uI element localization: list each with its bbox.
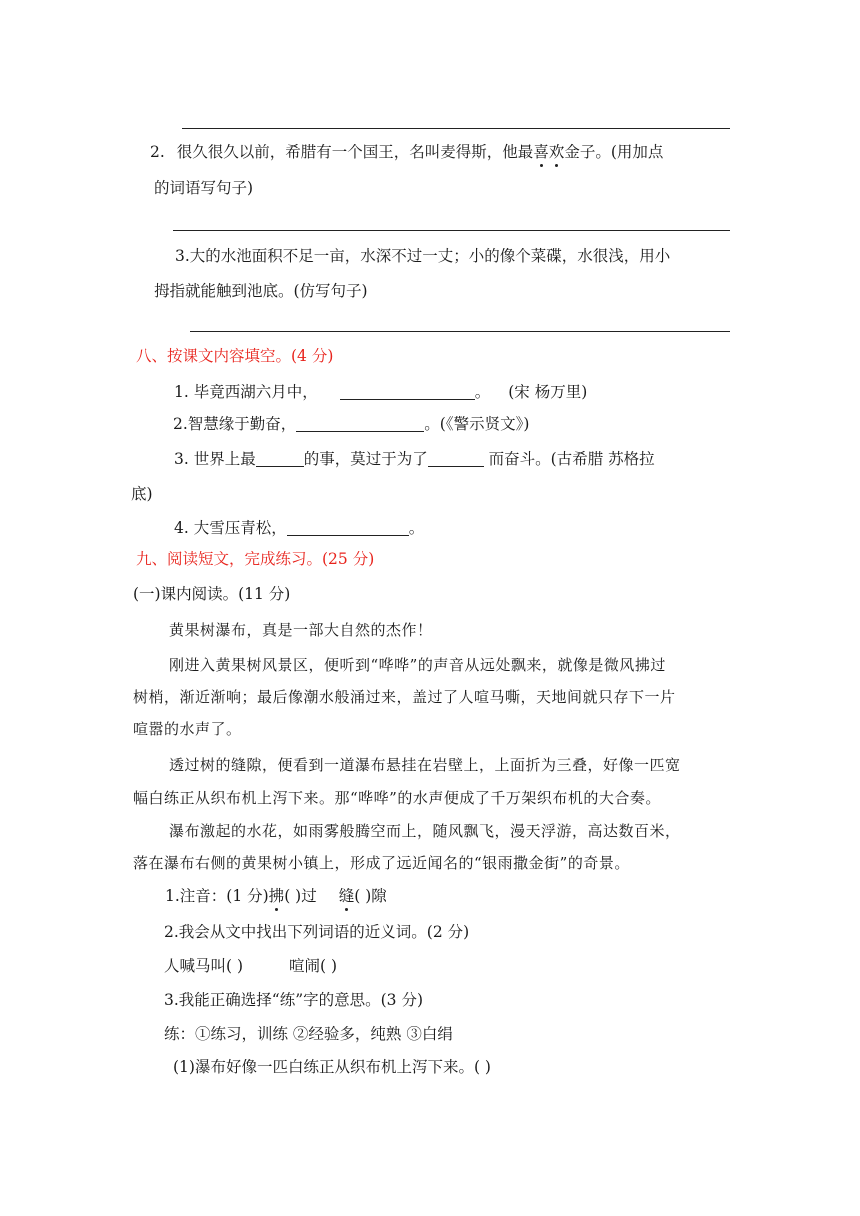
s9-q2-label: 2.我会从文中找出下列词语的近义词。(2 分) [164, 923, 470, 941]
s9-q3-label: 3.我能正确选择“练”字的意思。(3 分) [164, 991, 424, 1009]
passage-line-1: 黄果树瀑布，真是一部大自然的杰作！ [169, 621, 433, 639]
passage-line-4: 喧嚣的水声了。 [133, 720, 242, 738]
passage-line-6: 幅白练正从织布机上泻下来。那“哗哗”的水声便成了千万架织布机的大合奏。 [133, 789, 661, 807]
answer-line-q7-1[interactable] [182, 128, 730, 129]
s8-item3-line2: 底) [131, 485, 153, 503]
q7-item2-post: 金子。(用加点 [564, 143, 664, 161]
s9-q1-label: 1.注音：(1 分) [165, 887, 269, 905]
q7-item2-line1 [150, 142, 663, 162]
s8-item1 [174, 382, 587, 402]
s8-item2-post: 。(《警示贤文》) [424, 415, 530, 433]
s9-q1-slot1[interactable]: ( )过 [284, 887, 317, 905]
s9-q1 [165, 886, 387, 906]
section8-heading: 八、按课文内容填空。(4 分) [136, 347, 334, 365]
q7-item2-pre: 很久很久以前，希腊有一个国王，名叫麦得斯，他最 [176, 143, 534, 161]
s8-item4 [174, 518, 424, 538]
answer-line-q7-2[interactable] [173, 230, 730, 231]
s8-item3-line1 [174, 449, 655, 469]
s9-q3-options: 练：①练习，训练 ②经验多，纯熟 ③白绢 [164, 1025, 453, 1043]
s8-item2 [173, 414, 529, 434]
blank-s8-2[interactable] [296, 416, 424, 432]
s8-item1-post: 。 [474, 383, 491, 401]
s9-q2-words [164, 956, 337, 976]
s9-q3-sub1[interactable]: (1)瀑布好像一匹白练正从织布机上泻下来。( ) [173, 1058, 491, 1076]
q7-item2-num: 2. [150, 143, 165, 161]
emphasis-dot-char-1: 喜 [533, 143, 549, 161]
s8-item1-source: (宋 杨万里) [508, 383, 588, 401]
s8-item4-pre: 4. 大雪压青松， [174, 519, 287, 537]
s8-item4-post: 。 [408, 519, 425, 537]
s9-q1-slot2[interactable]: ( )隙 [354, 887, 387, 905]
s8-item2-pre: 2.智慧缘于勤奋， [173, 415, 297, 433]
blank-s8-3b[interactable] [428, 451, 484, 467]
blank-s8-3a[interactable] [256, 451, 304, 467]
emphasis-dot-char-feng: 缝 [338, 887, 355, 905]
q7-item3-line2: 拇指就能触到池底。(仿写句子) [154, 282, 368, 300]
s8-item3-post: 而奋斗。(古希腊 苏格拉 [483, 450, 655, 468]
blank-s8-4[interactable] [287, 520, 409, 536]
passage-line-2: 刚进入黄果树风景区，便听到“哗哗”的声音从远处飘来，就像是微风拂过 [169, 656, 666, 674]
s8-item3-pre: 3. 世界上最 [174, 450, 256, 468]
s9-q2-word2[interactable]: 喧闹( ) [289, 957, 338, 975]
q7-item2-line2: 的词语写句子) [154, 179, 254, 197]
passage-line-8: 落在瀑布右侧的黄果树小镇上，形成了远近闻名的“银雨撒金街”的奇景。 [133, 854, 630, 872]
emphasis-dot-char-2: 欢 [548, 143, 565, 161]
passage-line-3: 树梢，渐近渐响；最后像潮水般涌过来，盖过了人喧马嘶，天地间就只存下一片 [133, 688, 676, 706]
emphasis-dot-char-fu: 拂 [268, 887, 285, 905]
passage-line-7: 瀑布激起的水花，如雨雾般腾空而上，随风飘飞，漫天浮游，高达数百米， [169, 822, 681, 840]
answer-line-q7-3[interactable] [190, 331, 730, 332]
s9-q2-word1[interactable]: 人喊马叫( ) [164, 957, 244, 975]
passage-line-5: 透过树的缝隙，便看到一道瀑布悬挂在岩壁上，上面折为三叠，好像一匹宽 [169, 756, 681, 774]
s8-item1-pre: 1. 毕竟西湖六月中， [174, 383, 318, 401]
q7-item3-line1: 3.大的水池面积不足一亩，水深不过一丈；小的像个菜碟，水很浅，用小 [175, 247, 671, 265]
section9-heading: 九、阅读短文，完成练习。(25 分) [136, 550, 375, 568]
blank-s8-1[interactable] [340, 384, 475, 400]
s8-item3-mid: 的事，莫过于为了 [303, 450, 428, 468]
section9-sub-heading: (一)课内阅读。(11 分) [133, 585, 291, 603]
